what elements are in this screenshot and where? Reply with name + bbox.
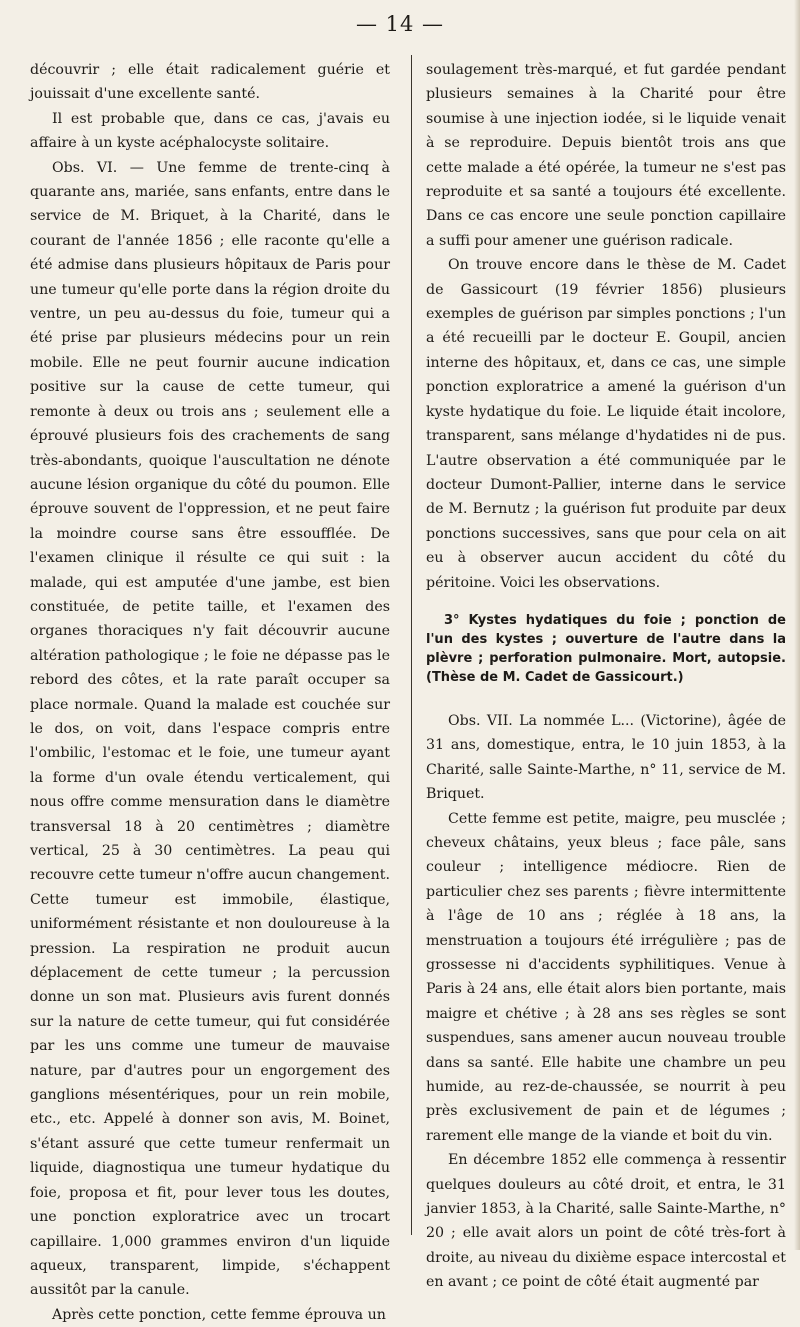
paragraph: découvrir ; elle était radicalement guérie et jouissait d'une excellente santé. xyxy=(30,62,390,103)
section-heading: 3° Kystes hydatiques du foie ; ponction de l'un des kystes ; ouverture de l'autre dans la plèvre ; perforation pulmonaire. Mort, autopsie. (Thèse de M. Cadet de Gassicourt.) xyxy=(426,612,786,685)
page-number: — 14 — xyxy=(355,12,445,36)
paragraph: Obs. VII. La nommée L... (Victorine), âgée de 31 ans, domestique, entra, le 10 juin 1853, à la Charité, salle Sainte-Marthe, n° 11, service de M. Briquet. xyxy=(426,712,786,803)
paragraph: Cette femme est petite, maigre, peu musclée ; cheveux châtains, yeux bleus ; face pâle, sans couleur ; intelligence médiocre. Rien de particulier chez ses parents ; fièvre intermittente à l'âge de 10 ans ; réglée à 18 ans, la menstruation a toujours été irrégulière ; pas de grossesse ni d'accidents syphilitiques. Venue à Paris à 24 ans, elle était alors bien portante, mais maigre et chétive ; à 28 ans ses règles se sont suspendues, sans amener aucun nouveau trouble dans sa santé. Elle habite une chambre un peu humide, au rez-de-chaussée, se nourrit à peu près exclusivement de pain et de légumes ; rarement elle mange de la viande et boit du vin. xyxy=(426,810,786,1144)
right-column xyxy=(426,58,786,1295)
page-edge-shadow xyxy=(794,0,800,1250)
paragraph: On trouve encore dans le thèse de M. Cadet de Gassicourt (19 février 1856) plusieurs exemples de guérison par simples ponctions ; l'un a été recueilli par le docteur E. Goupil, ancien interne des hôpitaux, et, dans ce cas, une simple ponction exploratrice a amené la guérison d'un kyste hydatique du foie. Le liquide était incolore, transparent, sans mélange d'hydatides ni de pus. L'autre observation a été communiquée par le docteur Dumont-Pallier, interne dans le service de M. Bernutz ; la guérison fut produite par deux ponctions successives, sans que pour cela on ait eu à observer aucun accident du côté du péritoine. Voici les observations. xyxy=(426,257,786,591)
paragraph: En décembre 1852 elle commença à ressentir quelques douleurs au côté droit, et entra, le 31 janvier 1853, à la Charité, salle Sainte-Marthe, n° 20 ; elle avait alors un point de côté très-fort à droite, au niveau du dixième espace intercostal et en avant ; ce point de côté était augmenté par xyxy=(426,1152,786,1291)
paragraph: soulagement très-marqué, et fut gardée pendant plusieurs semaines à la Charité pour être soumise à une injection iodée, si le liquide venait à se reproduire. Depuis bientôt trois ans que cette malade a été opérée, la tumeur ne s'est pas reproduite et sa santé a toujours été excellente. Dans ce cas encore une seule ponction capillaire a suffi pour amener une guérison radicale. xyxy=(426,62,786,249)
left-column xyxy=(30,58,390,1327)
paragraph: Obs. VI. — Une femme de trente-cinq à quarante ans, mariée, sans enfants, entre dans le service de M. Briquet, à la Charité, dans le courant de l'année 1856 ; elle raconte qu'elle a été admise dans plusieurs hôpitaux de Paris pour une tumeur qu'elle porte dans la région droite du ventre, un peu au-dessus du foie, tumeur qui a été prise par plusieurs médecins pour un rein mobile. Elle ne peut fournir aucune indication positive sur la cause de cette tumeur, qui remonte à deux ou trois ans ; seulement elle a éprouvé plusieurs fois des crachements de sang très-abondants, quoique l'auscultation ne dénote aucune lésion organique du côté du poumon. Elle éprouve souvent de l'oppression, et ne peut faire la moindre course sans être essoufflée. De l'examen clinique il résulte ce qui suit : la malade, qui est amputée d'une jambe, est bien constituée, de petite taille, et l'examen des organes thoraciques n'y fait découvrir aucune altération pathologique ; le foie ne dépasse pas le rebord des côtes, et la rate paraît occuper sa place normale. Quand la malade est couchée sur le dos, on voit, dans l'espace compris entre l'ombilic, l'estomac et le foie, une tumeur ayant la forme d'un ovale étendu verticalement, qui nous offre comme mensuration dans le diamètre transversal 18 à 20 centimètres ; diamètre vertical, 25 à 30 centimètres. La peau qui recouvre cette tumeur n'offre aucun changement. Cette tumeur est immobile, élastique, uniformément résistante et non douloureuse à la pression. La respiration ne produit aucun déplacement de cette tumeur ; la percussion donne un son mat. Plusieurs avis furent donnés sur la nature de cette tumeur, qui fut considérée par les uns comme une tumeur de mauvaise nature, par d'autres pour un engorgement des ganglions mésentériques, pour un rein mobile, etc., etc. Appelé à donner son avis, M. Boinet, s'étant assuré que cette tumeur renfermait un liquide, diagnostiqua une tumeur hydatique du foie, proposa et fit, pour lever tous les doutes, une ponction exploratrice avec un trocart capillaire. 1,000 grammes environ d'un liquide aqueux, transparent, limpide, s'échappent aussitôt par la canule. xyxy=(30,159,390,1299)
paragraph: Après cette ponction, cette femme éprouva un xyxy=(52,1306,386,1323)
paragraph: Il est probable que, dans ce cas, j'avais eu affaire à un kyste acéphalocyste solitaire. xyxy=(30,110,390,152)
column-divider xyxy=(411,55,412,1235)
